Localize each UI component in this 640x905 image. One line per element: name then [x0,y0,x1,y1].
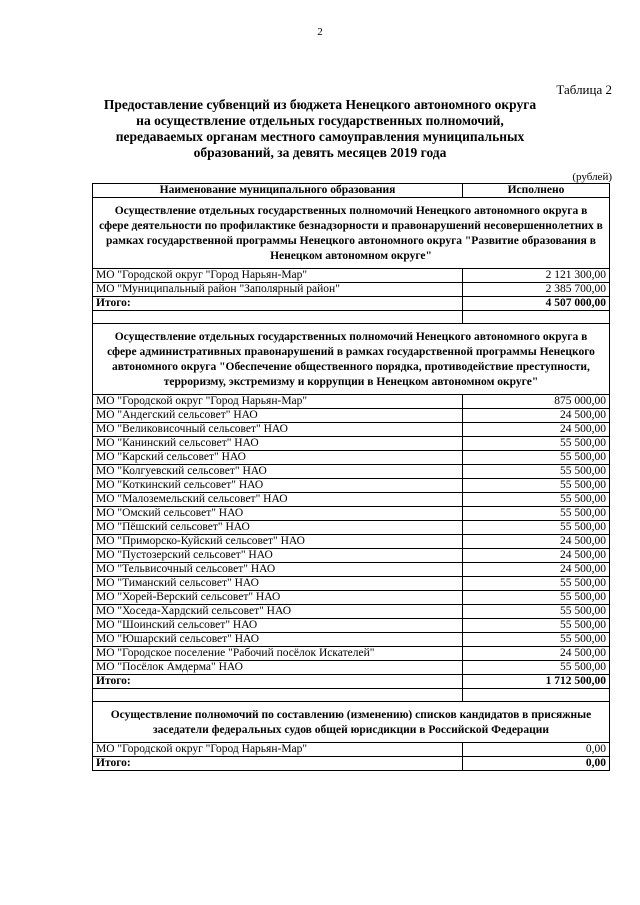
executed-amount: 55 500,00 [463,521,610,535]
executed-amount: 55 500,00 [463,493,610,507]
spacer-cell [93,311,463,324]
executed-amount: 2 121 300,00 [463,269,610,283]
municipality-name: МО "Посёлок Амдерма" НАО [93,661,463,675]
total-label: Итого: [93,757,463,771]
section-heading: Осуществление полномочий по составлению (изменению) списков кандидатов в присяжные заседатели федеральных судов общей юрисдикции в Российской Федерации [93,702,610,743]
executed-amount: 55 500,00 [463,507,610,521]
total-label: Итого: [93,675,463,689]
municipality-name: МО "Карский сельсовет" НАО [93,451,463,465]
municipality-name: МО "Приморско-Куйский сельсовет" НАО [93,535,463,549]
subvention-table [92,183,610,771]
table-row [93,619,610,633]
table-row [93,591,610,605]
total-label: Итого: [93,297,463,311]
spacer-row [93,311,610,324]
municipality-name: МО "Тиманский сельсовет" НАО [93,577,463,591]
total-amount: 1 712 500,00 [463,675,610,689]
table-row [93,661,610,675]
table-row [93,577,610,591]
total-amount: 0,00 [463,757,610,771]
spacer-cell [463,311,610,324]
spacer-cell [93,689,463,702]
municipality-name: МО "Городское поселение "Рабочий посёлок Искателей" [93,647,463,661]
municipality-name: МО "Городской округ "Город Нарьян-Мар" [93,743,463,757]
table-row [93,479,610,493]
municipality-name: МО "Тельвисочный сельсовет" НАО [93,563,463,577]
section-heading-row [93,702,610,743]
executed-amount: 24 500,00 [463,423,610,437]
table-row [93,633,610,647]
table-row [93,563,610,577]
executed-amount: 0,00 [463,743,610,757]
table-row [93,535,610,549]
total-row [93,757,610,771]
spacer-cell [463,689,610,702]
municipality-name: МО "Шоинский сельсовет" НАО [93,619,463,633]
municipality-name: МО "Городской округ "Город Нарьян-Мар" [93,395,463,409]
header-name: Наименование муниципального образования [93,184,463,198]
table-row [93,451,610,465]
section-heading: Осуществление отдельных государственных полномочий Ненецкого автономного округа в сфере деятельности по профилактике безнадзорности и правонарушений несовершеннолетних в рамках государственной программы Ненецкого автономного округа "Развитие образования в Ненецком автономном округе" [93,198,610,269]
municipality-name: МО "Пёшский сельсовет" НАО [93,521,463,535]
executed-amount: 2 385 700,00 [463,283,610,297]
executed-amount: 55 500,00 [463,661,610,675]
table-body [93,184,610,771]
executed-amount: 24 500,00 [463,563,610,577]
executed-amount: 875 000,00 [463,395,610,409]
table-row [93,269,610,283]
total-row [93,297,610,311]
spacer-row [93,689,610,702]
municipality-name: МО "Городской округ "Город Нарьян-Мар" [93,269,463,283]
table-row [93,647,610,661]
municipality-name: МО "Канинский сельсовет" НАО [93,437,463,451]
municipality-name: МО "Хоседа-Хардский сельсовет" НАО [93,605,463,619]
section-heading-row [93,198,610,269]
table-row [93,423,610,437]
executed-amount: 24 500,00 [463,647,610,661]
municipality-name: МО "Пустозерский сельсовет" НАО [93,549,463,563]
table-row [93,605,610,619]
table-row [93,409,610,423]
executed-amount: 55 500,00 [463,619,610,633]
total-row [93,675,610,689]
municipality-name: МО "Муниципальный район "Заполярный район" [93,283,463,297]
municipality-name: МО "Хорей-Верский сельсовет" НАО [93,591,463,605]
table-row [93,465,610,479]
table-row [93,493,610,507]
table-row [93,283,610,297]
table-label: Таблица 2 [556,82,612,97]
table-header-row [93,184,610,198]
executed-amount: 55 500,00 [463,479,610,493]
page-number: 2 [317,26,323,38]
table-row [93,395,610,409]
table-row [93,549,610,563]
executed-amount: 55 500,00 [463,633,610,647]
municipality-name: МО "Малоземельский сельсовет" НАО [93,493,463,507]
table-row [93,507,610,521]
section-heading-row [93,324,610,395]
total-amount: 4 507 000,00 [463,297,610,311]
header-value: Исполнено [463,184,610,198]
document-title: Предоставление субвенций из бюджета Ненецкого автономного округа на осуществление отдельных государственных полномочий, передаваемых органам местного самоуправления муниципальных образований, за девять месяцев 2019 года [103,97,537,160]
municipality-name: МО "Юшарский сельсовет" НАО [93,633,463,647]
executed-amount: 55 500,00 [463,465,610,479]
executed-amount: 55 500,00 [463,451,610,465]
executed-amount: 24 500,00 [463,409,610,423]
municipality-name: МО "Омский сельсовет" НАО [93,507,463,521]
executed-amount: 55 500,00 [463,437,610,451]
executed-amount: 55 500,00 [463,591,610,605]
section-heading: Осуществление отдельных государственных полномочий Ненецкого автономного округа в сфере административных правонарушений в рамках государственной программы Ненецкого автономного округа "Обеспечение общественного порядка, противодействие преступности, терроризму, экстремизму и коррупции в Ненецком автономном округе" [93,324,610,395]
unit-label: (рублей) [572,171,612,183]
municipality-name: МО "Великовисочный сельсовет" НАО [93,423,463,437]
executed-amount: 24 500,00 [463,535,610,549]
municipality-name: МО "Коткинский сельсовет" НАО [93,479,463,493]
municipality-name: МО "Андегский сельсовет" НАО [93,409,463,423]
executed-amount: 55 500,00 [463,577,610,591]
executed-amount: 55 500,00 [463,605,610,619]
municipality-name: МО "Колгуевский сельсовет" НАО [93,465,463,479]
table-row [93,743,610,757]
table-row [93,437,610,451]
table-row [93,521,610,535]
executed-amount: 24 500,00 [463,549,610,563]
